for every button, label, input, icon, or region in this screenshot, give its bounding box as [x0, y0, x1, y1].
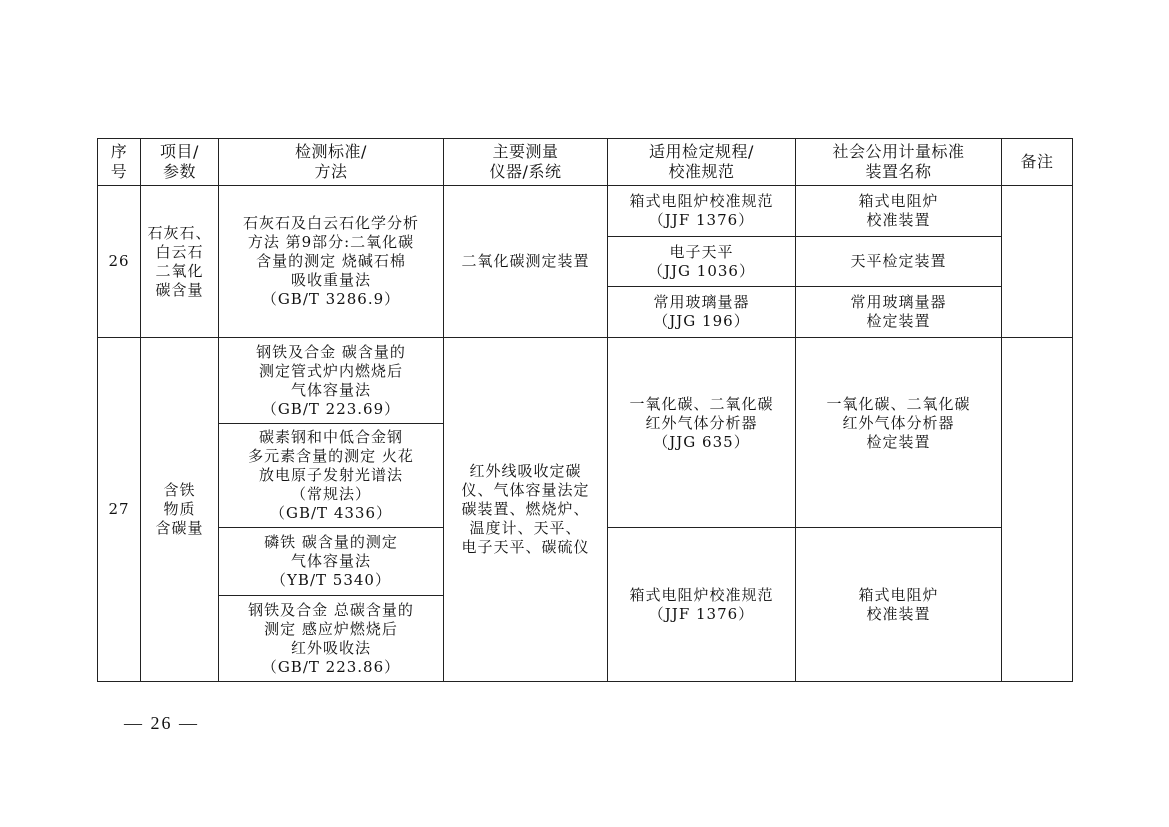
- header-method: 检测标准/ 方法: [219, 139, 444, 186]
- table-row: [98, 186, 1073, 237]
- page-number: — 26 —: [124, 713, 199, 733]
- row27-standard-2: 箱式电阻炉 校准装置: [796, 528, 1002, 682]
- row27-method-1: 钢铁及合金 碳含量的 测定管式炉内燃烧后 气体容量法 （GB/T 223.69）: [219, 338, 444, 424]
- row27-standard-1: 一氧化碳、二氧化碳 红外气体分析器 检定装置: [796, 338, 1002, 528]
- row27-instrument: 红外线吸收定碳 仪、气体容量法定 碳装置、燃烧炉、 温度计、天平、 电子天平、碳硫仪: [444, 338, 608, 682]
- row26-item: 石灰石、 白云石 二氧化 碳含量: [141, 186, 219, 338]
- row26-method: 石灰石及白云石化学分析 方法 第9部分:二氧化碳 含量的测定 烧碱石棉 吸收重量法 （GB/T 3286.9）: [219, 186, 444, 338]
- header-instrument: 主要测量 仪器/系统: [444, 139, 608, 186]
- row26-regulation-3: 常用玻璃量器 （JJG 196）: [608, 287, 796, 338]
- row26-standard-1: 箱式电阻炉 校准装置: [796, 186, 1002, 237]
- calibration-table: [97, 138, 1073, 682]
- header-seq: 序 号: [98, 139, 141, 186]
- header-row: [98, 139, 1073, 186]
- header-remark: 备注: [1002, 139, 1073, 186]
- table-row: [98, 338, 1073, 424]
- row27-method-3: 磷铁 碳含量的测定 气体容量法 （YB/T 5340）: [219, 528, 444, 596]
- row26-seq: 26: [98, 186, 141, 338]
- row26-standard-3: 常用玻璃量器 检定装置: [796, 287, 1002, 338]
- header-regulation: 适用检定规程/ 校准规范: [608, 139, 796, 186]
- row27-method-4: 钢铁及合金 总碳含量的 测定 感应炉燃烧后 红外吸收法 （GB/T 223.86）: [219, 596, 444, 682]
- row26-instrument: 二氧化碳测定装置: [444, 186, 608, 338]
- row27-seq: 27: [98, 338, 141, 682]
- row26-standard-2: 天平检定装置: [796, 237, 1002, 287]
- header-item: 项目/ 参数: [141, 139, 219, 186]
- row26-remark: [1002, 186, 1073, 338]
- header-standard: 社会公用计量标准 装置名称: [796, 139, 1002, 186]
- row26-regulation-1: 箱式电阻炉校准规范 （JJF 1376）: [608, 186, 796, 237]
- row27-regulation-2: 箱式电阻炉校准规范 （JJF 1376）: [608, 528, 796, 682]
- row27-method-2: 碳素钢和中低合金钢 多元素含量的测定 火花 放电原子发射光谱法 （常规法） （GB/T 4336）: [219, 424, 444, 528]
- row27-regulation-1: 一氧化碳、二氧化碳 红外气体分析器 （JJG 635）: [608, 338, 796, 528]
- row26-regulation-2: 电子天平 （JJG 1036）: [608, 237, 796, 287]
- row27-remark: [1002, 338, 1073, 682]
- row27-item: 含铁 物质 含碳量: [141, 338, 219, 682]
